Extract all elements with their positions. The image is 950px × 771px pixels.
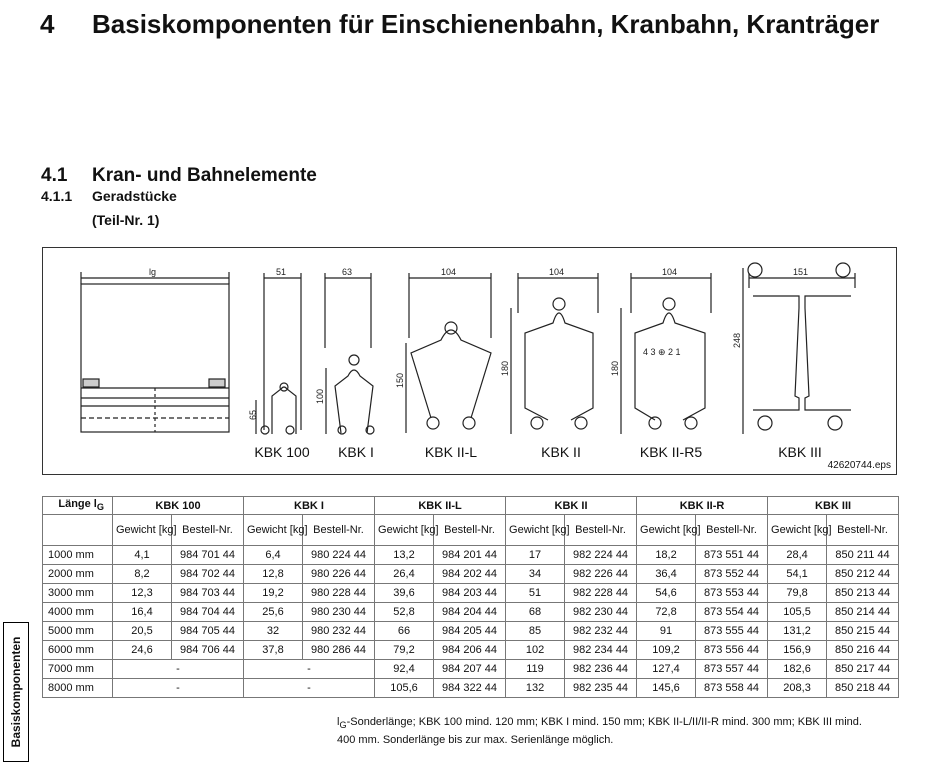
- dim-104-a: 104: [441, 267, 457, 277]
- order-header: Bestell-Nr.: [696, 515, 768, 546]
- table-cell: 109,2: [637, 641, 696, 660]
- table-cell: 984 203 44: [434, 584, 506, 603]
- table-cell: 850 215 44: [827, 622, 899, 641]
- table-row: [43, 584, 899, 603]
- hole-numbers: 4 3 ⊕ 2 1: [643, 347, 681, 357]
- table-cell: 79,2: [375, 641, 434, 660]
- length-cell: 8000 mm: [43, 679, 113, 698]
- table-cell: 131,2: [768, 622, 827, 641]
- table-cell: 984 205 44: [434, 622, 506, 641]
- table-cell: 850 212 44: [827, 565, 899, 584]
- weight-header: Gewicht [kg]: [637, 515, 696, 546]
- rail-table: [42, 496, 899, 698]
- table-cell: 91: [637, 622, 696, 641]
- label-kbk-ii-l: KBK II-L: [424, 444, 478, 460]
- length-cell: 4000 mm: [43, 603, 113, 622]
- table-row: [43, 565, 899, 584]
- table-cell: 982 232 44: [565, 622, 637, 641]
- dim-180-a: 180: [500, 360, 510, 376]
- table-cell: 984 703 44: [172, 584, 244, 603]
- table-cell: 984 705 44: [172, 622, 244, 641]
- table-cell: 28,4: [768, 546, 827, 565]
- side-tab: Basiskomponenten: [3, 622, 29, 762]
- weight-header: Gewicht [kg]: [244, 515, 303, 546]
- weight-header: Gewicht [kg]: [375, 515, 434, 546]
- table-cell: 980 224 44: [303, 546, 375, 565]
- footnote: $l_G$-Sonderlänge; KBK 100 mind. 120 mm; KBK I mind. 150 mm; KBK II-L/II/II-R mind. 300 mm; KBK III mind. 400 mm. Sonderlänge bis zur max. Serienlänge möglich.: [337, 716, 862, 747]
- table-cell: 6,4: [244, 546, 303, 565]
- table-cell: 873 551 44: [696, 546, 768, 565]
- kbk-i-drawing: [325, 273, 374, 434]
- table-cell: 156,9: [768, 641, 827, 660]
- table-cell: 982 224 44: [565, 546, 637, 565]
- table-cell: 92,4: [375, 660, 434, 679]
- kbk100-profile-drawing: [256, 273, 301, 434]
- table-cell: 980 232 44: [303, 622, 375, 641]
- table-cell: 79,8: [768, 584, 827, 603]
- table-cell: 39,6: [375, 584, 434, 603]
- table-cell: 850 217 44: [827, 660, 899, 679]
- table-cell: 208,3: [768, 679, 827, 698]
- kbk-ii-drawing: [511, 273, 598, 434]
- label-kbk-i: KBK I: [338, 444, 374, 460]
- table-cell: 984 701 44: [172, 546, 244, 565]
- table-row: [43, 622, 899, 641]
- dim-180-b: 180: [610, 360, 620, 376]
- table-cell: 85: [506, 622, 565, 641]
- dim-150: 150: [395, 372, 405, 388]
- table-cell: 984 201 44: [434, 546, 506, 565]
- figure-id: 42620744.eps: [827, 460, 891, 471]
- length-cell: 5000 mm: [43, 622, 113, 641]
- table-cell: -: [244, 660, 375, 679]
- table-cell: 873 553 44: [696, 584, 768, 603]
- weight-header: Gewicht [kg]: [768, 515, 827, 546]
- table-cell: 20,5: [113, 622, 172, 641]
- chapter-number: 4: [40, 9, 55, 39]
- table-cell: 850 213 44: [827, 584, 899, 603]
- table-cell: 105,5: [768, 603, 827, 622]
- part-number: (Teil-Nr. 1): [92, 212, 160, 228]
- table-cell: 72,8: [637, 603, 696, 622]
- table-cell: 13,2: [375, 546, 434, 565]
- table-cell: -: [244, 679, 375, 698]
- table-sub-header: [43, 515, 899, 546]
- table-cell: 982 226 44: [565, 565, 637, 584]
- group-kbk-iii: KBK III: [768, 497, 899, 515]
- table-cell: 12,3: [113, 584, 172, 603]
- table-row: [43, 603, 899, 622]
- table-cell: 873 554 44: [696, 603, 768, 622]
- section-number: 4.1: [41, 165, 68, 186]
- dim-104-c: 104: [662, 267, 678, 277]
- length-cell: 3000 mm: [43, 584, 113, 603]
- profile-figure: [42, 247, 897, 475]
- section-title: Kran- und Bahnelemente: [92, 165, 317, 186]
- table-cell: 24,6: [113, 641, 172, 660]
- table-body: [43, 546, 899, 698]
- table-cell: 980 286 44: [303, 641, 375, 660]
- table-cell: 4,1: [113, 546, 172, 565]
- table-cell: 984 204 44: [434, 603, 506, 622]
- table-cell: 127,4: [637, 660, 696, 679]
- table-cell: 16,4: [113, 603, 172, 622]
- table-cell: 68: [506, 603, 565, 622]
- table-cell: 182,6: [768, 660, 827, 679]
- table-row: [43, 546, 899, 565]
- group-kbk-ii-r: KBK II-R: [637, 497, 768, 515]
- table-cell: 54,6: [637, 584, 696, 603]
- table-cell: 984 702 44: [172, 565, 244, 584]
- dim-100: 100: [315, 388, 325, 404]
- table-cell: 132: [506, 679, 565, 698]
- group-kbk100: KBK 100: [113, 497, 244, 515]
- table-cell: 54,1: [768, 565, 827, 584]
- label-kbk-ii: KBK II: [541, 444, 581, 460]
- length-header: Länge $l_G$: [43, 497, 113, 515]
- dim-65: 65: [248, 409, 258, 420]
- table-cell: 36,4: [637, 565, 696, 584]
- subsection-title: Geradstücke: [92, 188, 177, 204]
- table-cell: 873 552 44: [696, 565, 768, 584]
- table-cell: 850 216 44: [827, 641, 899, 660]
- table-cell: 850 214 44: [827, 603, 899, 622]
- length-cell: 2000 mm: [43, 565, 113, 584]
- label-kbk100: KBK 100: [254, 444, 310, 460]
- table-row: [43, 641, 899, 660]
- length-cell: 7000 mm: [43, 660, 113, 679]
- table-cell: 873 556 44: [696, 641, 768, 660]
- table-cell: 873 557 44: [696, 660, 768, 679]
- table-cell: 982 230 44: [565, 603, 637, 622]
- table-row: [43, 660, 899, 679]
- table-cell: 982 234 44: [565, 641, 637, 660]
- table-cell: 984 206 44: [434, 641, 506, 660]
- table-cell: 984 202 44: [434, 565, 506, 584]
- table-cell: -: [113, 660, 244, 679]
- table-cell: 8,2: [113, 565, 172, 584]
- table-cell: 980 230 44: [303, 603, 375, 622]
- table-cell: -: [113, 679, 244, 698]
- table-row: [43, 679, 899, 698]
- profile-drawings: [43, 248, 896, 474]
- dim-51: 51: [276, 267, 287, 277]
- table-cell: 984 322 44: [434, 679, 506, 698]
- table-cell: 873 558 44: [696, 679, 768, 698]
- table-cell: 51: [506, 584, 565, 603]
- kbk100-side-drawing: [81, 272, 229, 432]
- dim-151: 151: [793, 267, 809, 277]
- table-cell: 850 218 44: [827, 679, 899, 698]
- label-kbk-ii-r5: KBK II-R5: [639, 444, 703, 460]
- dim-lg: lg: [149, 267, 157, 277]
- table-cell: 17: [506, 546, 565, 565]
- group-kbk-ii-l: KBK II-L: [375, 497, 506, 515]
- kbk-ii-l-drawing: [406, 273, 491, 433]
- table-cell: 850 211 44: [827, 546, 899, 565]
- table-cell: 19,2: [244, 584, 303, 603]
- dim-63: 63: [342, 267, 353, 277]
- kbk-iii-drawing: [743, 263, 855, 434]
- table-cell: 980 226 44: [303, 565, 375, 584]
- table-cell: 25,6: [244, 603, 303, 622]
- table-cell: 52,8: [375, 603, 434, 622]
- table-cell: 37,8: [244, 641, 303, 660]
- table-cell: 66: [375, 622, 434, 641]
- order-header: Bestell-Nr.: [827, 515, 899, 546]
- dim-248: 248: [732, 332, 742, 348]
- label-kbk-iii: KBK III: [778, 444, 822, 460]
- table-cell: 32: [244, 622, 303, 641]
- table-cell: 982 228 44: [565, 584, 637, 603]
- table-group-header: [43, 497, 899, 515]
- table-cell: 26,4: [375, 565, 434, 584]
- group-kbk-ii: KBK II: [506, 497, 637, 515]
- length-cell: 1000 mm: [43, 546, 113, 565]
- table-cell: 982 235 44: [565, 679, 637, 698]
- table-cell: 145,6: [637, 679, 696, 698]
- chapter-title: Basiskomponenten für Einschienenbahn, Kranbahn, Kranträger: [92, 9, 880, 39]
- table-cell: 982 236 44: [565, 660, 637, 679]
- order-header: Bestell-Nr.: [172, 515, 244, 546]
- table-cell: 873 555 44: [696, 622, 768, 641]
- table-cell: 12,8: [244, 565, 303, 584]
- length-cell: 6000 mm: [43, 641, 113, 660]
- table-cell: 119: [506, 660, 565, 679]
- empty-header: [43, 515, 113, 546]
- order-header: Bestell-Nr.: [434, 515, 506, 546]
- group-kbk-i: KBK I: [244, 497, 375, 515]
- table-cell: 18,2: [637, 546, 696, 565]
- subsection-number: 4.1.1: [41, 188, 73, 204]
- dim-104-b: 104: [549, 267, 565, 277]
- table-cell: 984 704 44: [172, 603, 244, 622]
- weight-header: Gewicht [kg]: [506, 515, 565, 546]
- table-cell: 984 706 44: [172, 641, 244, 660]
- table-cell: 102: [506, 641, 565, 660]
- table-cell: 984 207 44: [434, 660, 506, 679]
- order-header: Bestell-Nr.: [565, 515, 637, 546]
- table-cell: 34: [506, 565, 565, 584]
- weight-header: Gewicht [kg]: [113, 515, 172, 546]
- table-cell: 980 228 44: [303, 584, 375, 603]
- order-header: Bestell-Nr.: [303, 515, 375, 546]
- table-cell: 105,6: [375, 679, 434, 698]
